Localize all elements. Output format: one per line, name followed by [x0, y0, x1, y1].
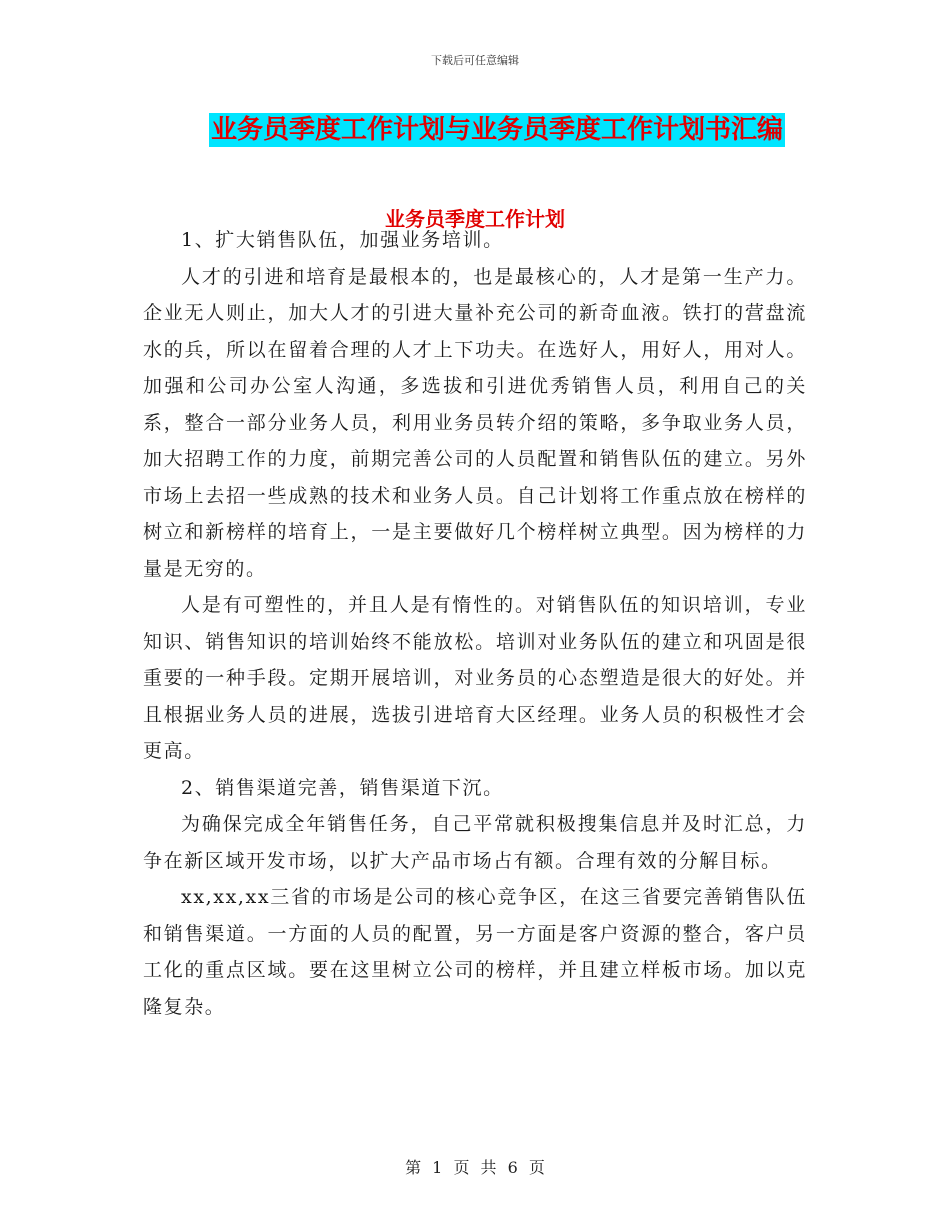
paragraph-5: 为确保完成全年销售任务，自己平常就积极搜集信息并及时汇总，力争在新区域开发市场，以扩大产品市场占有额。合理有效的分解目标。 [143, 813, 807, 872]
paragraph-3: 人是有可塑性的，并且人是有惰性的。对销售队伍的知识培训，专业知识、销售知识的培训始终不能放松。培训对业务队伍的建立和巩固是很重要的一种手段。定期开展培训，对业务员的心态塑造是很大的好处。并且根据业务人员的进展，选拔引进培育大区经理。业务人员的积极性才会更高。 [143, 594, 807, 762]
header-note: 下载后可任意编辑 [431, 54, 519, 67]
paragraph-1: 1、扩大销售队伍，加强业务培训。 [181, 229, 504, 251]
page-number-footer: 第 1 页 共 6 页 [405, 1158, 545, 1177]
paragraph-6: xx,xx,xx三省的市场是公司的核心竞争区，在这三省要完善销售队伍和销售渠道。一方面的人员的配置，另一方面是客户资源的整合，客户员工化的重点区域。要在这里树立公司的榜样，并且建立样板市场。加以克隆复杂。 [143, 886, 807, 1018]
document-title-wrapper [0, 113, 950, 147]
paragraph-2: 人才的引进和培育是最根本的，也是最核心的，人才是第一生产力。企业无人则止，加大人才的引进大量补充公司的新奇血液。铁打的营盘流水的兵，所以在留着合理的人才上下功夫。在选好人，用好人，用对人。加强和公司办公室人沟通，多选拔和引进优秀销售人员，利用自己的关系，整合一部分业务人员，利用业务员转介绍的策略，多争取业务人员，加大招聘工作的力度，前期完善公司的人员配置和销售队伍的建立。另外市场上去招一些成熟的技术和业务人员。自己计划将工作重点放在榜样的树立和新榜样的培育上，一是主要做好几个榜样树立典型。因为榜样的力量是无穷的。 [143, 265, 807, 580]
paragraph-4: 2、销售渠道完善，销售渠道下沉。 [181, 776, 504, 799]
document-title: 业务员季度工作计划与业务员季度工作计划书汇编 [210, 115, 783, 145]
section-title: 业务员季度工作计划 [385, 207, 565, 231]
document-body [143, 222, 807, 1025]
